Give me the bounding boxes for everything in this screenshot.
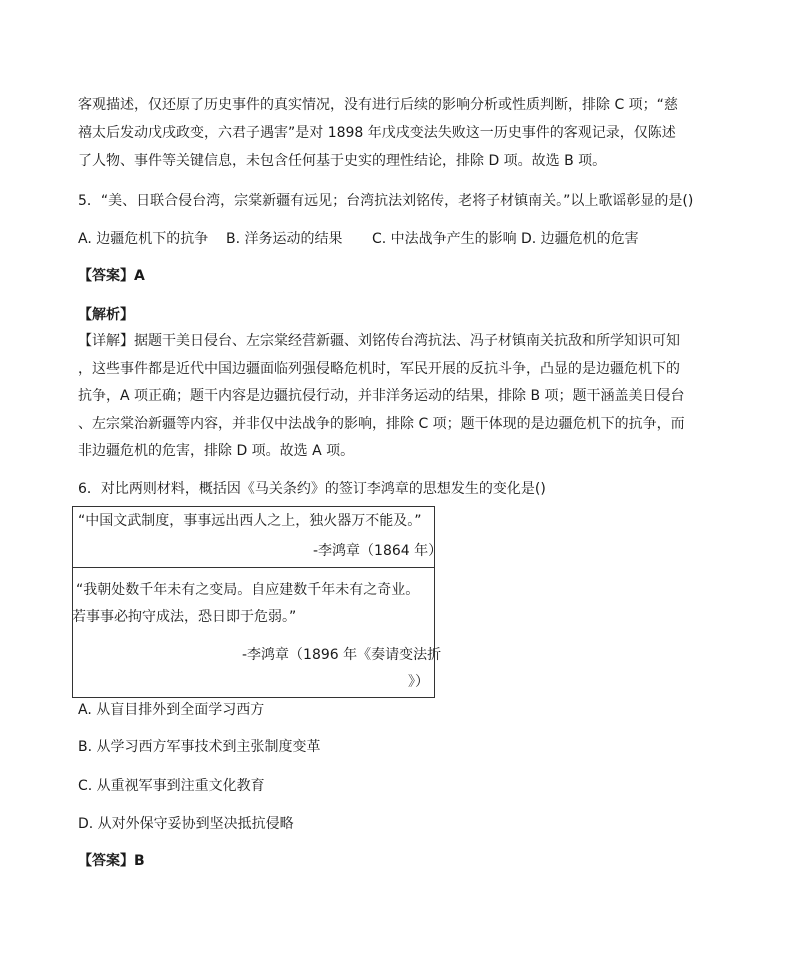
explanation-line-3: 了人物、事件等关键信息，未包含任何基于史实的理性结论，排除 D 项。故选 B 项。 xyxy=(78,153,607,169)
q5-answer: 【答案】A xyxy=(78,268,145,284)
q5-detail-line-2: ，这些事件都是近代中国边疆面临列强侵略危机时，军民开展的反抗斗争，凸显的是边疆危机下的 xyxy=(78,361,680,377)
q5-detail-line-1: 【详解】据题干美日侵台、左宗棠经营新疆、刘铭传台湾抗法、冯子材镇南关抗敌和所学知识可知 xyxy=(78,333,680,349)
quote-table xyxy=(72,506,435,698)
quote2-line-2: 若事事必拘守成法，恐日即于危弱。” xyxy=(72,609,297,625)
q6-option-b: B. 从学习西方军事技术到主张制度变革 xyxy=(78,739,321,755)
q5-option-a: A. 边疆危机下的抗争 xyxy=(78,231,209,247)
q6-option-d: D. 从对外保守妥协到坚决抵抗侵略 xyxy=(78,816,294,832)
q6-answer: 【答案】B xyxy=(78,853,145,869)
q6-option-c: C. 从重视军事到注重文化教育 xyxy=(78,778,265,794)
quote1-text: “中国文武制度，事事远出西人之上，独火器万不能及。” xyxy=(78,513,422,529)
quote-table-divider xyxy=(72,567,435,568)
quote2-source-line-2: 》） xyxy=(408,674,429,690)
q5-detail-line-3: 抗争，A 项正确；题干内容是边疆抗侵行动，并非洋务运动的结果，排除 B 项；题干涵盖美日侵台 xyxy=(78,388,685,404)
q5-option-b: B. 洋务运动的结果 xyxy=(226,231,343,247)
q6-option-a: A. 从盲目排外到全面学习西方 xyxy=(78,702,265,718)
q6-stem: 6．对比两则材料，概括因《马关条约》的签订李鸿章的思想发生的变化是() xyxy=(78,481,546,497)
quote2-line-1: “我朝处数千年未有之变局。自应建数千年未有之奇业。 xyxy=(76,582,420,598)
q5-detail-line-4: 、左宗棠治新疆等内容，并非仅中法战争的影响，排除 C 项；题干体现的是边疆危机下的抗争，而 xyxy=(78,416,685,432)
explanation-line-2: 禧太后发动戊戌政变，六君子遇害”是对 1898 年戊戌变法失败这一历史事件的客观记录，仅陈述 xyxy=(78,125,676,141)
explanation-line-1: 客观描述，仅还原了历史事件的真实情况，没有进行后续的影响分析或性质判断，排除 C 项；“慈 xyxy=(78,97,678,113)
q5-detail-line-5: 非边疆危机的危害，排除 D 项。故选 A 项。 xyxy=(78,443,355,459)
q5-stem: 5．“美、日联合侵台湾，宗棠新疆有远见；台湾抗法刘铭传，老将子材镇南关。”以上歌谣彰显的是() xyxy=(78,193,694,209)
q5-analysis-title: 【解析】 xyxy=(78,307,134,323)
q5-option-d: D. 边疆危机的危害 xyxy=(521,231,639,247)
quote1-source: -李鸿章（1864 年） xyxy=(313,543,443,559)
quote2-source-line-1: -李鸿章（1896 年《奏请变法折 xyxy=(242,647,442,663)
q5-option-c: C. 中法战争产生的影响 xyxy=(372,231,517,247)
